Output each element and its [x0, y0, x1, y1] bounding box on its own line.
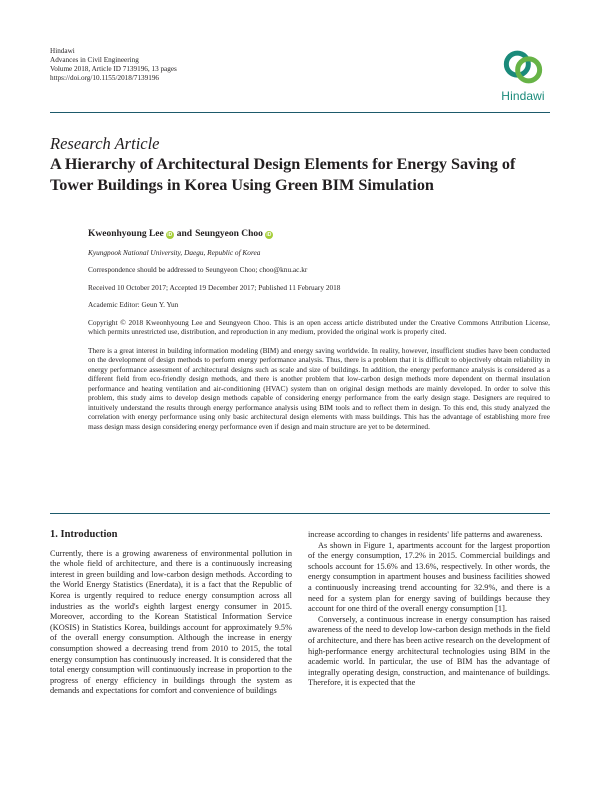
doi-link[interactable]: https://doi.org/10.1155/2018/7139196: [50, 74, 160, 82]
publisher-name: Hindawi: [50, 47, 75, 55]
author-name[interactable]: Seungyeon Choo: [195, 229, 263, 239]
hindawi-logo-icon: [497, 47, 549, 89]
paragraph: As shown in Figure 1, apartments account for the largest proportion of the energy consumption, 17.2% in 2015. Commercial buildings and schools account for 15.6% and 13.6%, respectively. In other words, the energy consumption in apartment houses and business facilities showed a continuously increasing trend accounting for 32.9%, and there is a need for a system plan for energy saving of buildings because they account for one third of the overall energy consumption [1].: [308, 540, 550, 614]
correspondence: Correspondence should be addressed to Seungyeon Choo; choo@knu.ac.kr: [88, 265, 308, 274]
orcid-icon[interactable]: iD: [266, 231, 272, 238]
body-column-left: [50, 530, 292, 697]
section-heading: 1. Introduction: [50, 529, 118, 540]
author-connector: and: [176, 229, 193, 239]
volume-info: Volume 2018, Article ID 7139196, 13 pages: [50, 65, 177, 73]
header-divider: [50, 112, 550, 113]
paragraph: Currently, there is a growing awareness of environmental pollution in the whole field of architecture, and there is a continuously increasing interest in green building and low-carbon design methods. According to the World Energy Statistics (Enerdata), it is a fact that the Republic of Korea is urgently required to reduce energy consumption across all industries as the world's eighth largest energy consumer in 2015. Moreover, according to the Korean Statistical Information Service (KOSIS) in Statistics Korea, buildings account for approximately 9.5% of the overall energy consumption. Although the increase in energy consumption showed a decreasing trend from 2010 to 2015, the total energy consumption has continuously increased. It is considered that the total energy consumption will continuously increase in proportion to the progress of energy efficiency in buildings through the system as demands and expectations for comfort and convenience of buildings: [50, 548, 292, 696]
journal-header: [50, 47, 177, 83]
affiliation: Kyungpook National University, Daegu, Republic of Korea: [88, 247, 261, 257]
publication-dates: Received 10 October 2017; Accepted 19 December 2017; Published 11 February 2018: [88, 282, 341, 292]
author-list: [88, 230, 550, 240]
abstract-divider: [50, 513, 550, 514]
article-title: A Hierarchy of Architectural Design Elements for Energy Saving of Tower Buildings in Korea Using Green BIM Simulation: [50, 155, 516, 194]
academic-editor: Academic Editor: Geun Y. Yun: [88, 300, 179, 309]
article-type: Research Article: [50, 134, 160, 153]
paragraph: Conversely, a continuous increase in energy consumption has raised awareness of the need to develop low-carbon design methods in the field of architecture, and there has been active research on the development of high-performance energy architectural technologies using BIM in the academic world. In particular, the use of BIM has the advantage of integrally operating design, construction, and maintenance of buildings. Therefore, it is expected that the: [308, 614, 550, 688]
paragraph: increase according to changes in residents' life patterns and awareness.: [308, 530, 543, 539]
body-column-right: [308, 530, 550, 689]
journal-name: Advances in Civil Engineering: [50, 56, 139, 64]
orcid-icon[interactable]: iD: [167, 231, 173, 238]
abstract: There is a great interest in building information modeling (BIM) and energy saving worldwide. In reality, however, insufficient studies have been conducted on the development of design methods to perform energy performance analysis. Thus, there is a problem that it is difficult to objectively obtain reliability in energy performance assessment of architectural designs such as scale and size of buildings. In addition, the energy performance analysis is considered as a different field from eco-friendly design methods, and there is another problem that low-carbon design methods more dependent on thermal insulation performance and heating ventilation and air-conditioning (HVAC) system than on original design methods are mainly developed. In order to solve this problem, this study aims to develop design methods capable of considering energy performance from the early design stage. Designers are required to intuitively understand the results through energy performance analysis using BIM tools and to reflect them in design. To this end, this study analyzed the correlation with energy performance using only basic architectural design elements with mass buildings. This has the advantage of establishing more free mass design mass design considering energy performance even if design and main structure are yet to be determined.: [88, 345, 550, 431]
copyright-notice: Copyright © 2018 Kweonhyoung Lee and Seungyeon Choo. This is an open access article distributed under the Creative Commons Attribution License, which permits unrestricted use, distribution, and reproduction in any medium, provided the original work is properly cited.: [88, 317, 550, 336]
author-name[interactable]: Kweonhyoung Lee: [88, 229, 164, 239]
front-matter: [88, 230, 550, 431]
hindawi-logo-text: Hindawi: [501, 89, 545, 103]
hindawi-logo: [497, 47, 549, 103]
